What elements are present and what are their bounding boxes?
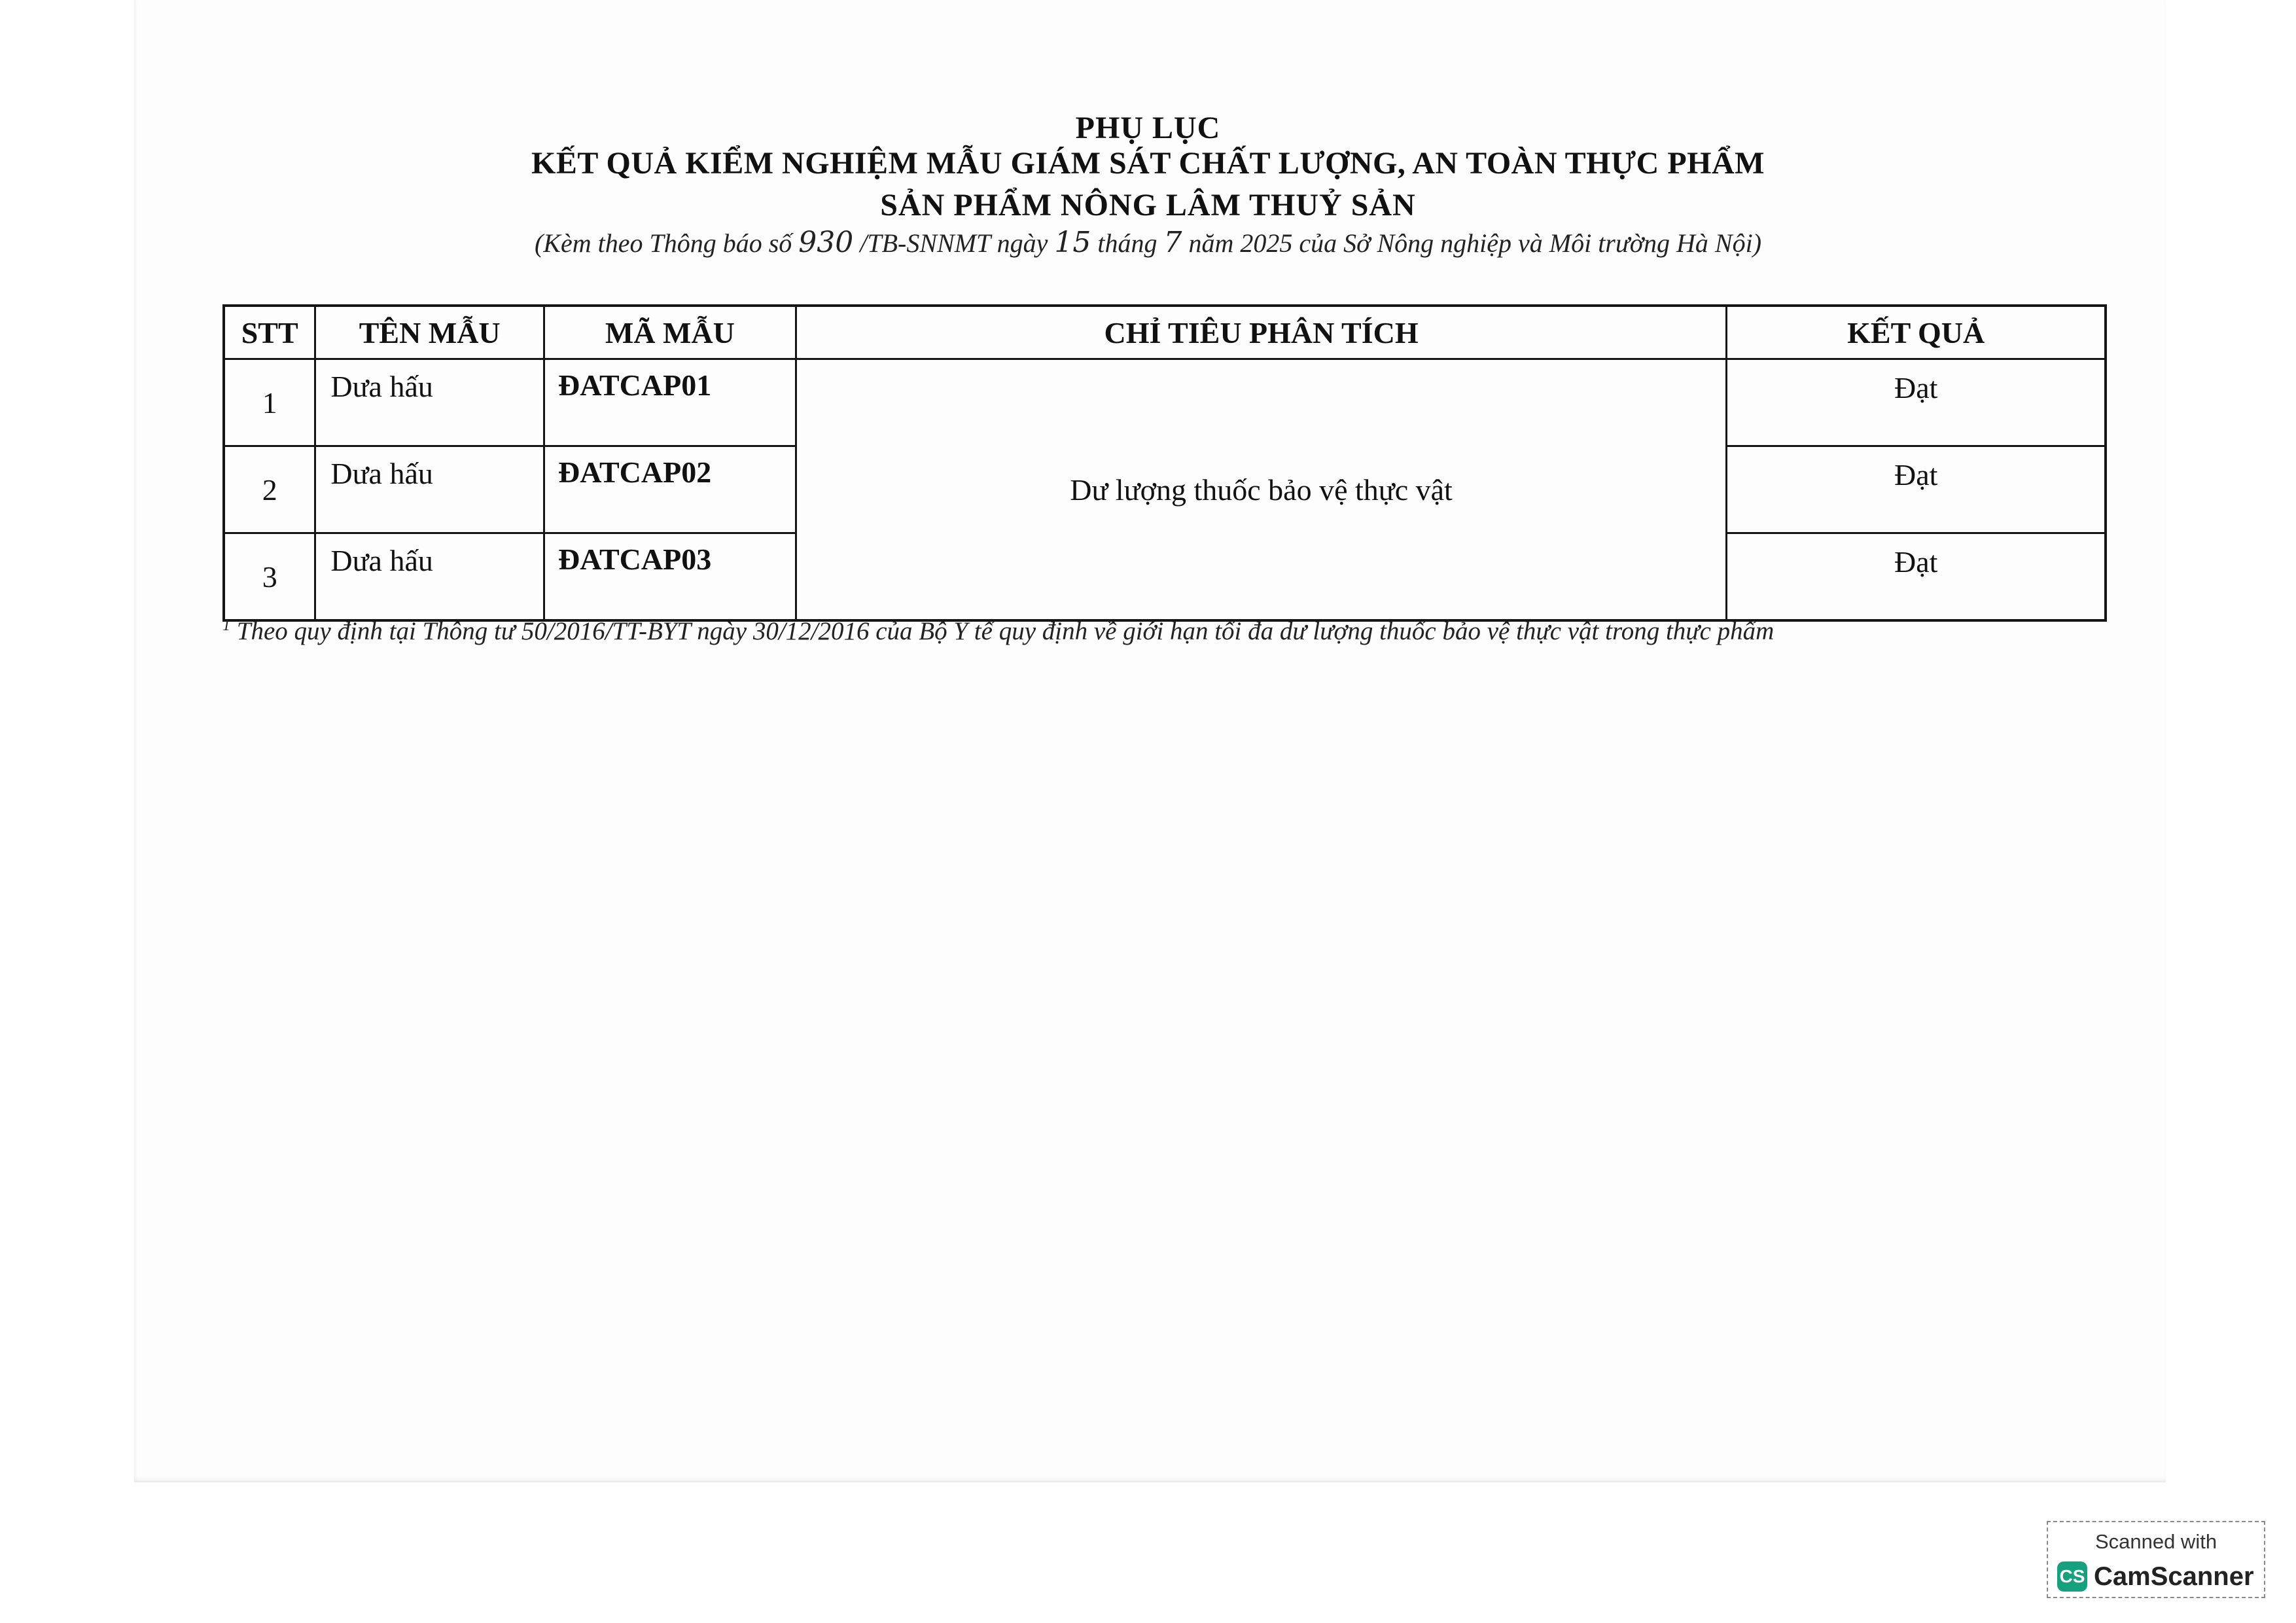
row-stt: 1 [224, 359, 315, 446]
attachment-note: (Kèm theo Thông báo số 930 /TB-SNNMT ngày 15 tháng 7 năm 2025 của Sở Nông nghiệp và Môi trường Hà Nội) [534, 226, 1762, 259]
table-header-row [224, 306, 2106, 359]
row-sample-code: ĐATCAP02 [544, 446, 796, 533]
report-title-line1: KẾT QUẢ KIỂM NGHIỆM MẪU GIÁM SÁT CHẤT LƯỢNG, AN TOÀN THỰC PHẨM [531, 146, 1765, 181]
header-sample-name: TÊN MẪU [315, 306, 544, 359]
row-sample-name: Dưa hấu [315, 533, 544, 621]
camscanner-logo-icon: CS [2057, 1561, 2087, 1592]
table-row [224, 359, 2106, 446]
row-sample-name: Dưa hấu [315, 446, 544, 533]
header-result: KẾT QUẢ [1727, 306, 2106, 359]
report-title-line2: SẢN PHẨM NÔNG LÂM THUỶ SẢN [880, 188, 1416, 223]
footnote-marker: 1 [222, 617, 230, 634]
row-stt: 3 [224, 533, 315, 621]
row-result: Đạt [1727, 359, 2106, 446]
row-sample-name: Dưa hấu [315, 359, 544, 446]
results-table [222, 304, 2107, 622]
header-stt: STT [224, 306, 315, 359]
handwritten-day: 15 [1054, 226, 1091, 259]
row-sample-code: ĐATCAP01 [544, 359, 796, 446]
footnote [222, 616, 1774, 646]
page-title: PHỤ LỤC [1075, 111, 1221, 145]
watermark-caption: Scanned with [2094, 1530, 2217, 1553]
row-result: Đạt [1727, 533, 2106, 621]
handwritten-month: 7 [1163, 226, 1182, 259]
camscanner-watermark [2047, 1521, 2265, 1598]
header-analysis: CHỈ TIÊU PHÂN TÍCH [796, 306, 1727, 359]
handwritten-notice-number: 930 [798, 226, 854, 259]
row-result: Đạt [1727, 446, 2106, 533]
footnote-text: Theo quy định tại Thông tư 50/2016/TT-BYT ngày 30/12/2016 của Bộ Y tế quy định về giới hạn tối đa dư lượng thuốc bảo vệ thực vật trong thực phẩm [236, 617, 1775, 645]
watermark-brand: CamScanner [2094, 1562, 2254, 1591]
row-sample-code: ĐATCAP03 [544, 533, 796, 621]
header-sample-code: MÃ MẪU [544, 306, 796, 359]
analysis-criterion: Dư lượng thuốc bảo vệ thực vật [796, 359, 1727, 621]
row-stt: 2 [224, 446, 315, 533]
